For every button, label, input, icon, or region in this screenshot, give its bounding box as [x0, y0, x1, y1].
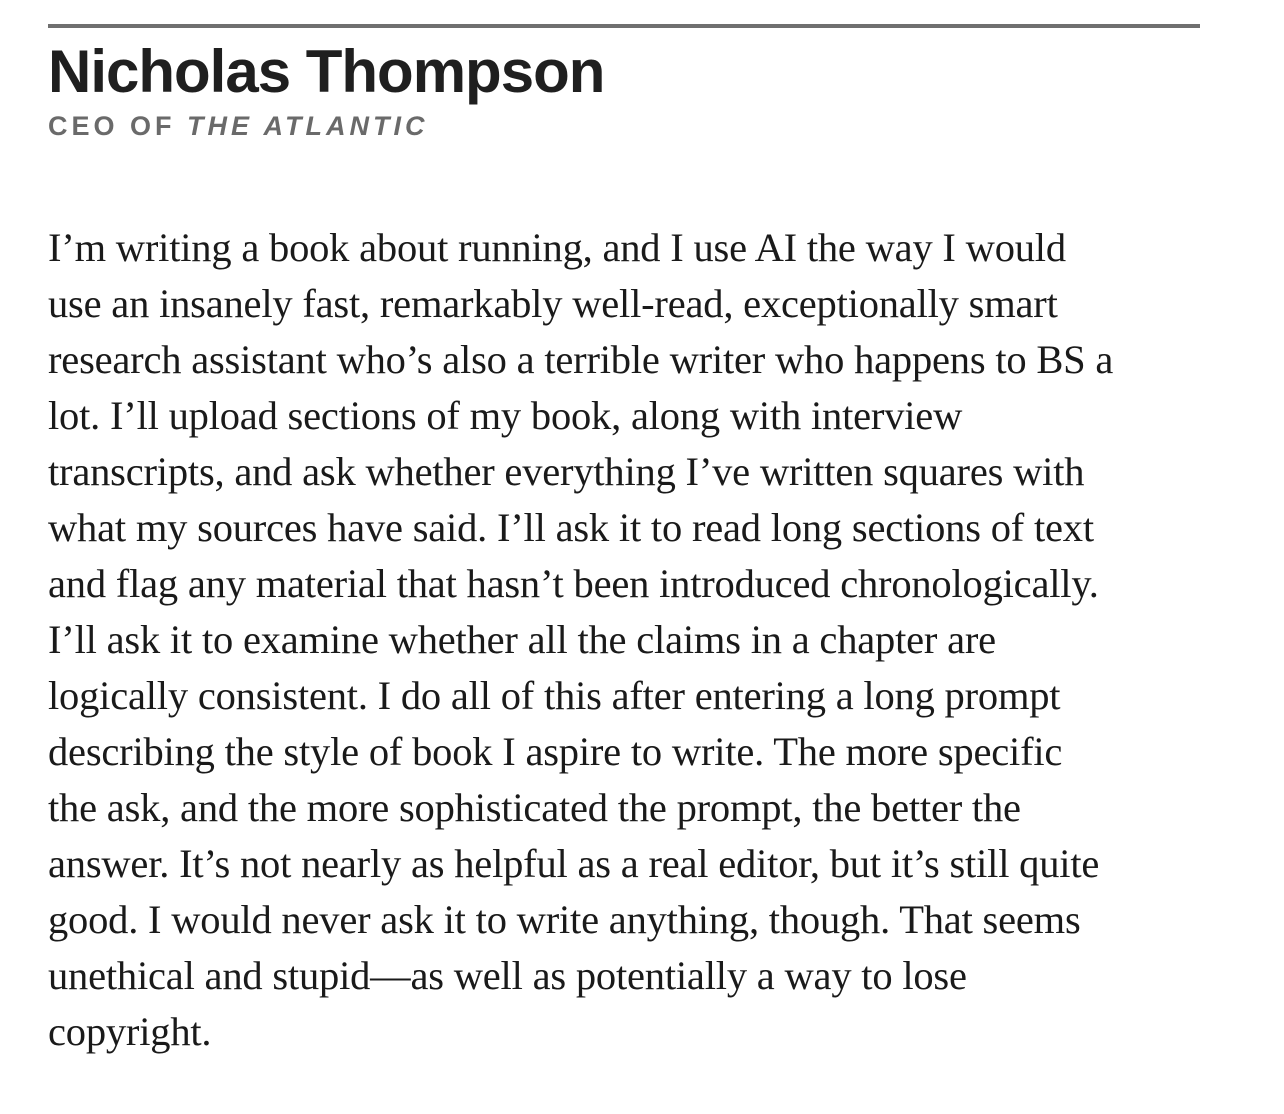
- quote-line: research assistant who’s also a terrible writer who happens to BS a: [48, 337, 1114, 382]
- role-prefix: CEO OF: [48, 111, 188, 141]
- quote-line: and flag any material that hasn’t been introduced chronologically.: [48, 561, 1099, 606]
- quote-line: what my sources have said. I’ll ask it to read long sections of text: [48, 505, 1094, 550]
- quote-line: transcripts, and ask whether everything I’ve written squares with: [48, 449, 1085, 494]
- quote-line: copyright.: [48, 1009, 212, 1054]
- quote-line: good. I would never ask it to write anything, though. That seems: [48, 897, 1081, 942]
- quote-line: describing the style of book I aspire to write. The more specific: [48, 729, 1063, 774]
- person-role: [48, 111, 1200, 142]
- profile-card: [48, 24, 1200, 1060]
- role-publication: THE ATLANTIC: [187, 111, 429, 141]
- quote-line: I’m writing a book about running, and I use AI the way I would: [48, 225, 1066, 270]
- quote-line: the ask, and the more sophisticated the prompt, the better the: [48, 785, 1021, 830]
- quote-line: answer. It’s not nearly as helpful as a real editor, but it’s still quite: [48, 841, 1100, 886]
- quote-line: logically consistent. I do all of this after entering a long prompt: [48, 673, 1061, 718]
- quote-line: lot. I’ll upload sections of my book, along with interview: [48, 393, 963, 438]
- quote-line: use an insanely fast, remarkably well-read, exceptionally smart: [48, 281, 1058, 326]
- quote-line: I’ll ask it to examine whether all the claims in a chapter are: [48, 617, 996, 662]
- person-name: Nicholas Thompson: [48, 38, 605, 105]
- quote-line: unethical and stupid—as well as potentially a way to lose: [48, 953, 967, 998]
- top-divider: [48, 24, 1200, 28]
- quote-body: [48, 220, 1200, 1060]
